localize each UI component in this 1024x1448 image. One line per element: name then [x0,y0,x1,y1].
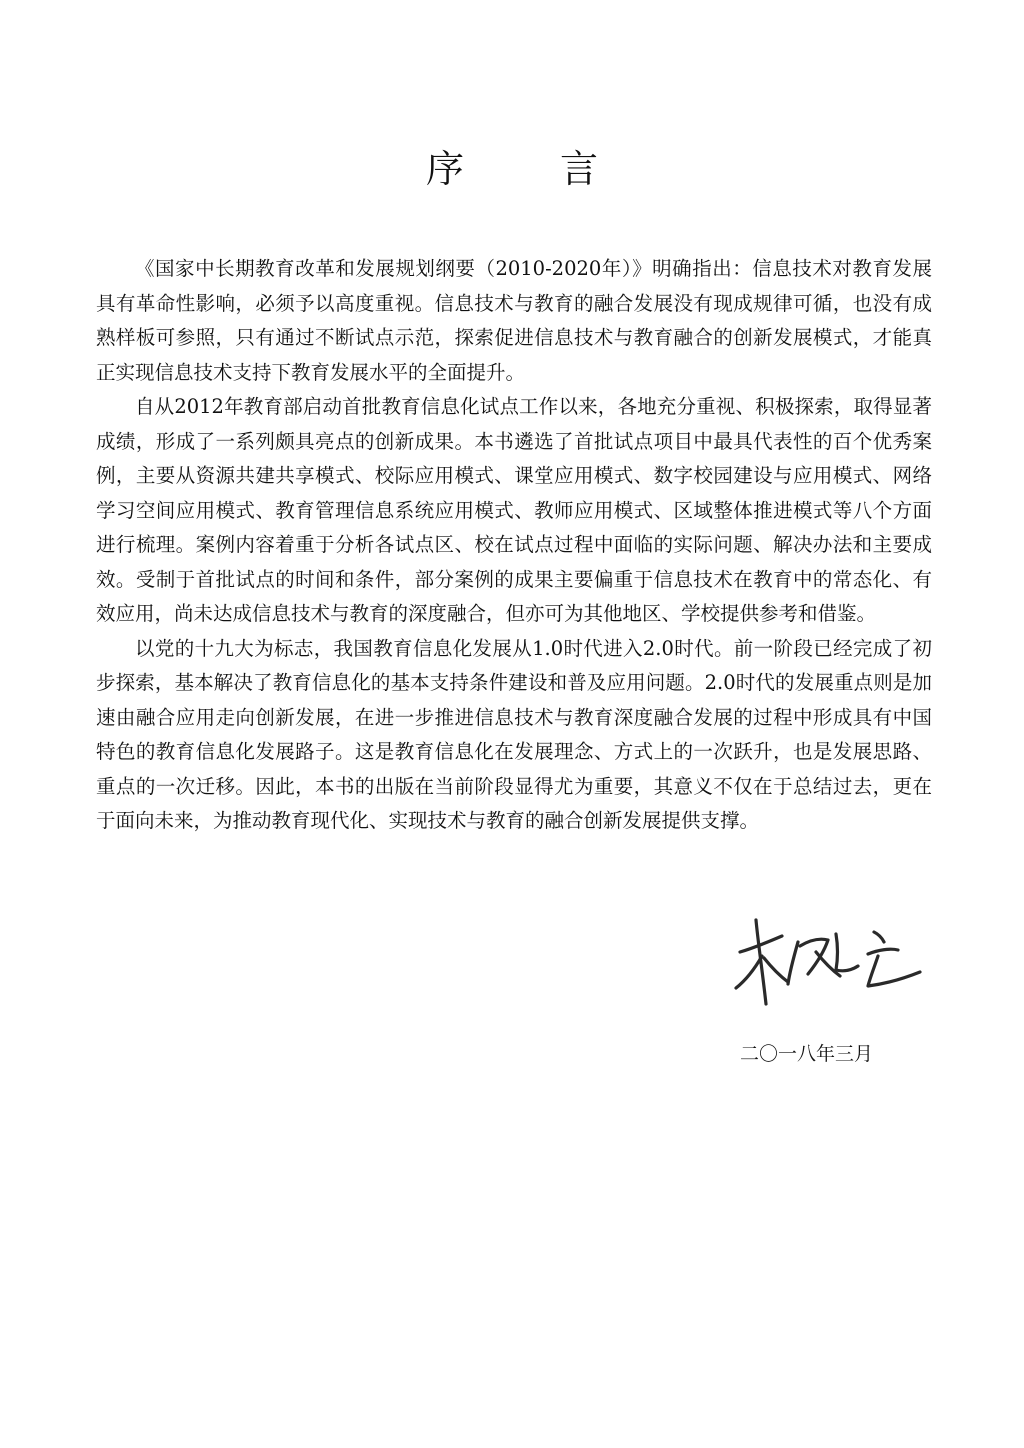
paragraph-3: 以党的十九大为标志，我国教育信息化发展从1.0时代进入2.0时代。前一阶段已经完成了初步探索，基本解决了教育信息化的基本支持条件建设和普及应用问题。2.0时代的发展重点则是加速由融合应用走向创新发展，在进一步推进信息技术与教育深度融合发展的过程中形成具有中国特色的教育信息化发展路子。这是教育信息化在发展理念、方式上的一次跃升，也是发展思路、重点的一次迁移。因此，本书的出版在当前阶段显得尤为重要，其意义不仅在于总结过去，更在于面向未来，为推动教育现代化、实现技术与教育的融合创新发展提供支撑。 [96,636,932,832]
date-line: 二〇一八年三月 [740,1043,874,1065]
paragraph-2: 自从2012年教育部启动首批教育信息化试点工作以来，各地充分重视、积极探索，取得显著成绩，形成了一系列颇具亮点的创新成果。本书遴选了首批试点项目中最具代表性的百个优秀案例，主要从资源共建共享模式、校际应用模式、课堂应用模式、数字校园建设与应用模式、网络学习空间应用模式、教育管理信息系统应用模式、教师应用模式、区域整体推进模式等八个方面进行梳理。案例内容着重于分析各试点区、校在试点过程中面临的实际问题、解决办法和主要成效。受制于首批试点的时间和条件，部分案例的成果主要偏重于信息技术在教育中的常态化、有效应用，尚未达成信息技术与教育的深度融合，但亦可为其他地区、学校提供参考和借鉴。 [96,395,932,625]
page-title: 序 言 [425,147,641,191]
paragraph-1: 《国家中长期教育改革和发展规划纲要（2010-2020年）》明确指出：信息技术对教育发展具有革命性影响，必须予以高度重视。信息技术与教育的融合发展没有现成规律可循，也没有成熟样板可参照，只有通过不断试点示范，探索促进信息技术与教育融合的创新发展模式，才能真正实现信息技术支持下教育发展水平的全面提升。 [96,257,932,384]
handwritten-signature [728,912,928,1012]
preface-body [96,252,932,839]
